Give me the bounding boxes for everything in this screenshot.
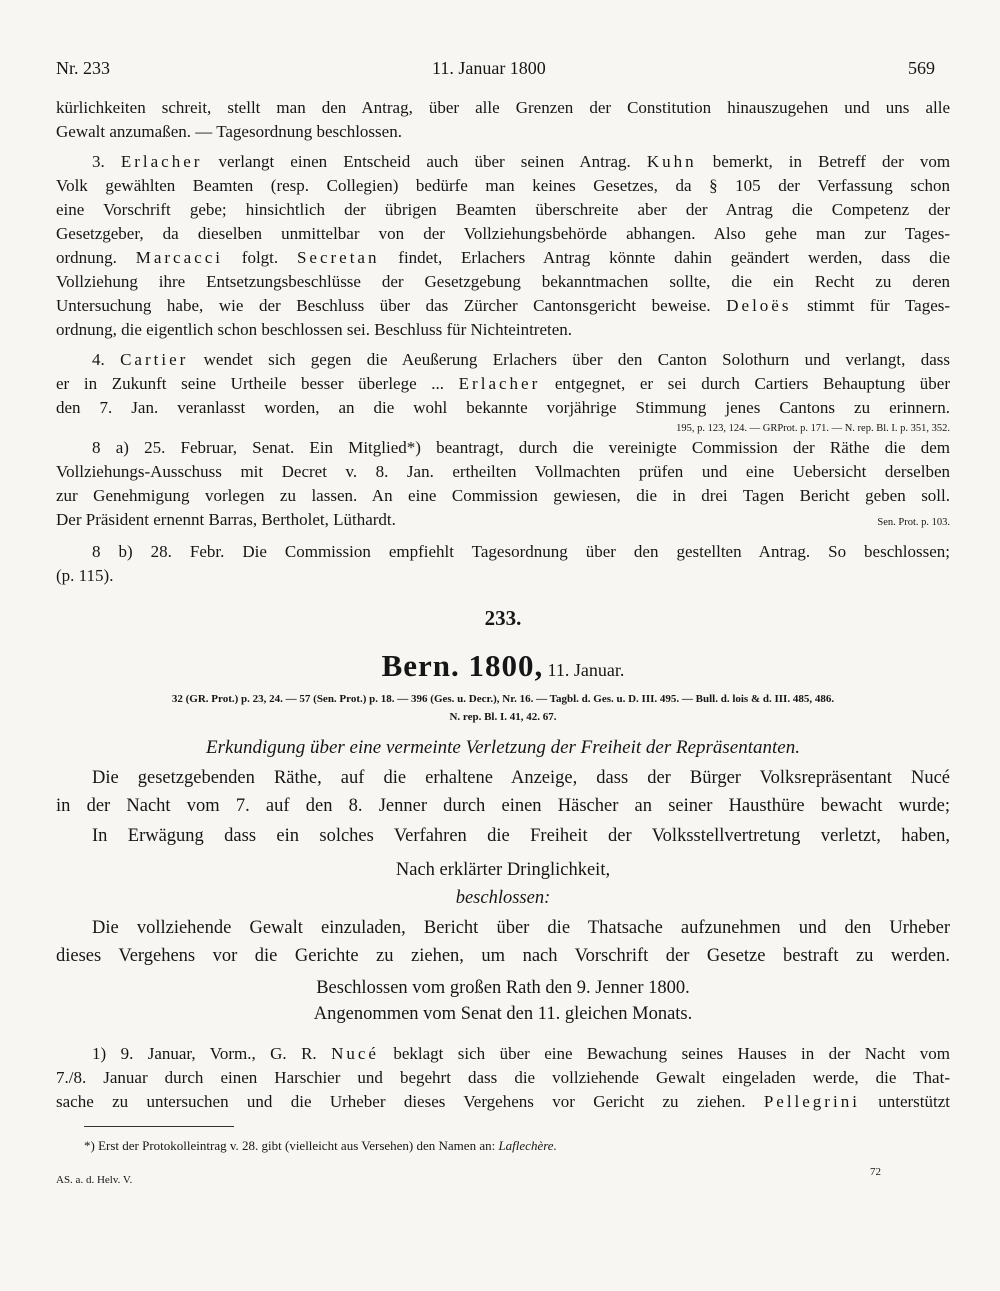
text-line: Gesetzgeber, da dieselben unmittelbar von der Vollziehungsbehörde abhangen. Also gehe man zur Tages- <box>56 224 950 243</box>
text-line: Angenommen vom Senat den 11. gleichen Monats. <box>313 1004 693 1024</box>
text-line: Die gesetzgebenden Räthe, auf die erhaltene Anzeige, dass der Bürger Volksrepräsentant Nucé <box>92 768 950 788</box>
speaker-name: Marcacci <box>135 248 223 267</box>
speaker-name: Deloës <box>726 296 792 315</box>
section-number: 233. <box>484 606 522 630</box>
decree-title: Erkundigung über eine vermeinte Verletzung der Freiheit der Repräsentanten. <box>206 737 800 758</box>
text-line: ordnung. Marcacci folgt. Secretan findet, Erlachers Antrag könnte dahin geändert werden, dass die <box>56 248 951 267</box>
text-line: Die vollziehende Gewalt einzuladen, Bericht über die Thatsache aufzunehmen und den Urheber <box>92 918 950 938</box>
speaker-name: Nucé <box>331 1044 379 1063</box>
page-number: 569 <box>908 58 935 78</box>
page-header-date: 11. Januar 1800 <box>432 58 546 78</box>
text-line: 1) 9. Januar, Vorm., G. R. Nucé beklagt sich über eine Bewachung seines Hauses in der Nacht vom <box>92 1044 950 1063</box>
source-reference: 195, p. 123, 124. — GRProt. p. 171. — N. rep. Bl. I. p. 351, 352. <box>676 423 950 434</box>
signature-mark: AS. a. d. Helv. V. <box>56 1174 133 1186</box>
speaker-name: Kuhn <box>646 152 697 171</box>
text-line: ordnung, die eigentlich schon beschlossen sei. Beschluss für Nichteintreten. <box>56 320 573 339</box>
text-line: Vollziehung ihre Entsetzungsbeschlüsse der Gesetzgebung bekanntmachen sollte, die ein Recht zu deren <box>56 272 950 291</box>
source-reference: Sen. Prot. p. 103. <box>877 517 950 528</box>
text-line: er in Zukunft seine Urtheile besser überlege ... Erlacher entgegnet, er sei durch Cartiers Behauptung über <box>56 374 951 393</box>
text-line: In Erwägung dass ein solches Verfahren die Freiheit der Volksstellvertretung verletzt, haben, <box>92 826 950 846</box>
text-line: dieses Vergehens vor die Gerichte zu ziehen, um nach Vorschrift der Gesetze bestraft zu werden. <box>56 946 950 966</box>
page-header-number: Nr. 233 <box>56 58 110 78</box>
footnote-divider <box>84 1126 234 1127</box>
signature-number: 72 <box>870 1166 881 1178</box>
text-line: 7./8. Januar durch einen Harschier und begehrt dass die vollziehende Gewalt eingeladen werde, die That- <box>56 1068 950 1087</box>
text-line: 3. Erlacher verlangt einen Entscheid auch über seinen Antrag. Kuhn bemerkt, in Betreff der vom <box>92 152 951 171</box>
text-line: eine Vorschrift gebe; hinsichtlich der übrigen Beamten überschreite aber der Antrag die Competenz der <box>56 200 950 219</box>
text-line: Volk gewählten Beamten (resp. Collegien) bedürfe man keines Gesetzes, da § 105 der Verfassung schon <box>56 176 950 195</box>
text-line: Vollziehungs-Ausschuss mit Decret v. 8. Jan. ertheilten Vollmachten prüfen und eine Uebersicht derselben <box>56 462 950 481</box>
text-line: Untersuchung habe, wie der Beschluss über das Zürcher Cantonsgericht beweise. Deloës stimmt für Tages- <box>56 296 951 315</box>
text-line: Gewalt anzumaßen. — Tagesordnung beschlossen. <box>56 122 402 141</box>
text-line: Nach erklärter Dringlichkeit, <box>395 860 611 880</box>
footnote: *) Erst der Protokolleintrag v. 28. gibt (vielleicht aus Versehen) den Namen an: Laflechère. <box>84 1138 557 1153</box>
text-line: 8 a) 25. Februar, Senat. Ein Mitglied*) beantragt, durch die vereinigte Commission der Räthe die dem <box>92 438 950 457</box>
text-line: Der Präsident ernennt Barras, Bertholet, Lüthardt. Sen. Prot. p. 103. <box>56 508 950 532</box>
text-line: den 7. Jan. veranlasst worden, an die wohl bekannte vorjährige Stimmung jenes Cantons zu erinnern. <box>56 398 950 417</box>
text-line: Beschlossen vom großen Rath den 9. Jenner 1800. <box>316 978 690 998</box>
text-line: kürlichkeiten schreit, stellt man den Antrag, über alle Grenzen der Constitution hinauszugehen und uns alle <box>56 98 950 117</box>
text-line: 4. Cartier wendet sich gegen die Aeußerung Erlachers über den Canton Solothurn und verlangt, dass <box>92 350 950 369</box>
text-line: zur Genehmigung vorlegen zu lassen. An eine Commission gewiesen, die in drei Tagen Bericht geben soll. <box>56 486 950 505</box>
text-line: beschlossen: <box>455 888 551 908</box>
speaker-name: Erlacher <box>120 152 203 171</box>
speaker-name: Cartier <box>120 350 189 369</box>
text-line: (p. 115). <box>56 566 114 585</box>
text-line: in der Nacht vom 7. auf den 8. Jenner durch einen Häscher an seiner Hausthüre bewacht wurde; <box>56 796 950 816</box>
text-line: sache zu untersuchen und die Urheber dieses Vergehens vor Gericht zu ziehen. Pellegrini unterstützt <box>56 1092 951 1111</box>
speaker-name: Pellegrini <box>763 1092 860 1111</box>
source-reference: N. rep. Bl. I. 41, 42. 67. <box>449 711 557 723</box>
section-heading: Bern. 1800, 11. Januar. <box>381 648 625 683</box>
text-line: 8 b) 28. Febr. Die Commission empfiehlt Tagesordnung über den gestellten Antrag. So beschlossen; <box>92 542 950 561</box>
speaker-name: Erlacher <box>458 374 541 393</box>
speaker-name: Secretan <box>296 248 380 267</box>
source-reference: 32 (GR. Prot.) p. 23, 24. — 57 (Sen. Prot.) p. 18. — 396 (Ges. u. Decr.), Nr. 16. — Tagbl. d. Ges. u. D. III. 495. — Bull. d. lois & d. III. 485, 486. <box>171 693 835 705</box>
